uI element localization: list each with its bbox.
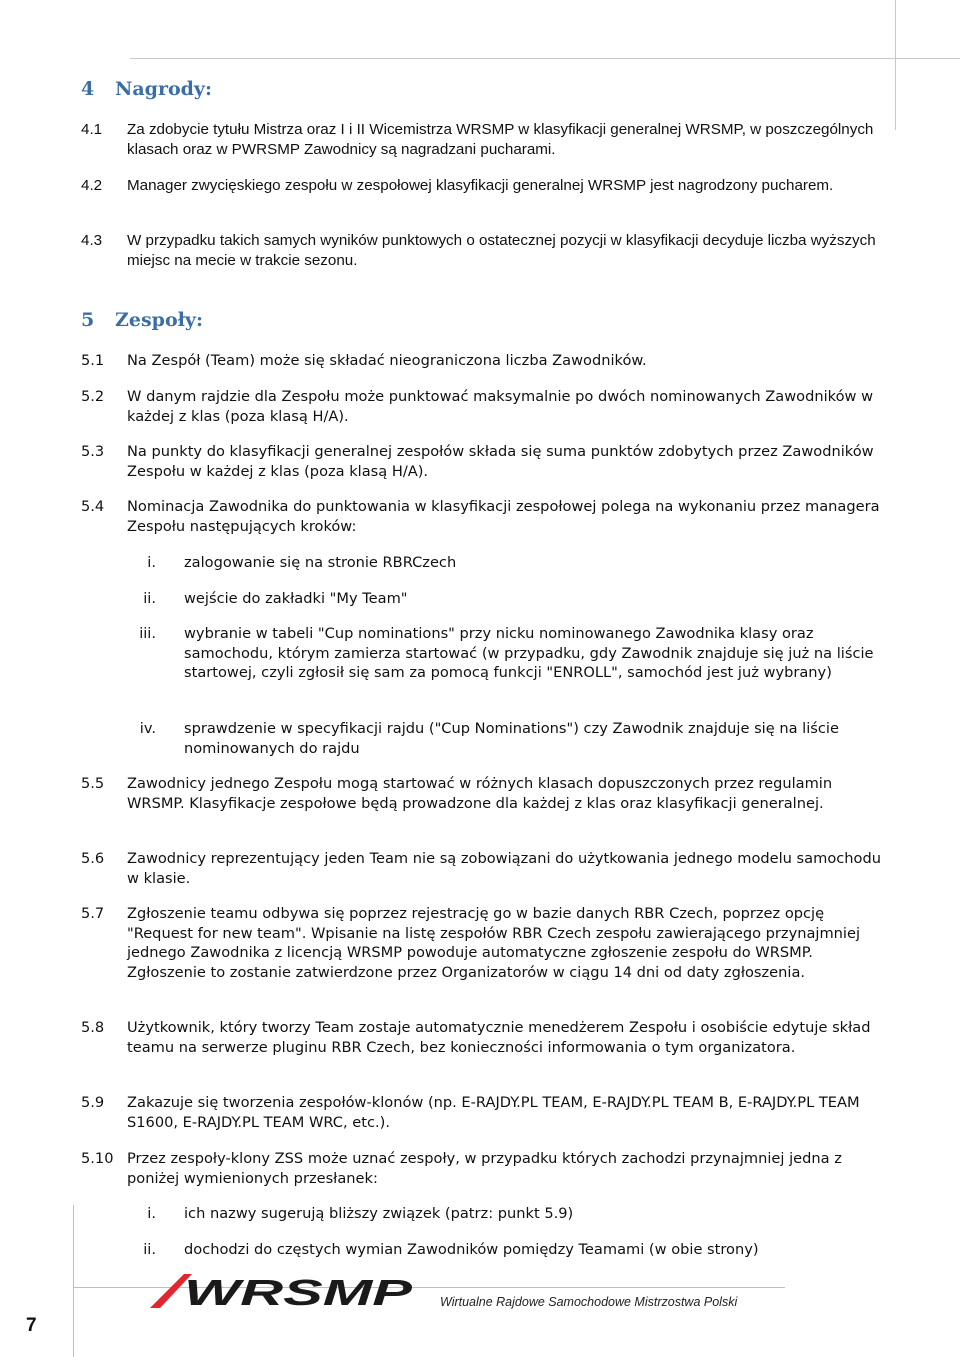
list-item bbox=[81, 774, 881, 813]
footer-vertical-rule bbox=[73, 1205, 74, 1357]
step-item bbox=[126, 624, 886, 683]
item-text: Zakazuje się tworzenia zespołów-klonów (np. E-RAJDY.PL TEAM, E-RAJDY.PL TEAM B, E-RAJDY.PL TEAM S1600, E-RAJDY.PL TEAM WRC, etc.). bbox=[127, 1094, 860, 1131]
clone-criterion bbox=[126, 1204, 886, 1224]
list-item bbox=[81, 1093, 881, 1132]
item-text: Zawodnicy reprezentujący jeden Team nie są zobowiązani do użytkowania jednego modelu samochodu w klasie. bbox=[127, 850, 881, 887]
item-number: 5.6 bbox=[81, 850, 105, 867]
section-number: 5 bbox=[81, 309, 95, 331]
item-text: Na Zespół (Team) może się składać nieograniczona liczba Zawodników. bbox=[127, 352, 647, 369]
step-text: sprawdzenie w specyfikacji rajdu ("Cup Nominations") czy Zawodnik znajduje się na liście nominowanych do rajdu bbox=[184, 720, 839, 757]
item-number: 4.2 bbox=[81, 177, 103, 194]
step-item bbox=[126, 553, 886, 573]
step-number: i. bbox=[147, 554, 156, 571]
header-rule bbox=[130, 58, 960, 59]
item-number: 5.5 bbox=[81, 775, 105, 792]
section-4-heading bbox=[81, 78, 212, 100]
item-text: Przez zespoły-klony ZSS może uznać zespoły, w przypadku których zachodzi przynajmniej jedna z poniżej wymienionych przesłanek: bbox=[127, 1150, 842, 1187]
item-number: 5.1 bbox=[81, 352, 105, 369]
item-text: Zawodnicy jednego Zespołu mogą startować w różnych klasach dopuszczonych przez regulamin WRSMP. Klasyfikacje zespołowe będą prowadzone dla każdej z klas oraz klasyfikacji generalnej. bbox=[127, 775, 833, 812]
item-number: 4.3 bbox=[81, 232, 103, 249]
step-text: wejście do zakładki "My Team" bbox=[184, 590, 408, 607]
section-5-heading bbox=[81, 309, 203, 331]
item-text: W danym rajdzie dla Zespołu może punktować maksymalnie po dwóch nominowanych Zawodników w każdej z klas (poza klasą H/A). bbox=[127, 388, 874, 425]
item-number: 5.9 bbox=[81, 1094, 105, 1111]
item-text: Zgłoszenie teamu odbywa się poprzez rejestrację go w bazie danych RBR Czech, poprzez opcję "Request for new team". Wpisanie na listę zespołów RBR Czech zespołu zawierającego przynajmniej jednego Zawodnika z licencją WRSMP powoduje automatyczne zgłoszenie zespołu do WRSMP. Zgłoszenie to zostanie zatwierdzone przez Organizatorów w ciągu 14 dni od daty zgłoszenia. bbox=[127, 905, 861, 981]
list-item bbox=[81, 387, 881, 426]
item-number: 5.8 bbox=[81, 1019, 105, 1036]
item-number: 5.3 bbox=[81, 443, 105, 460]
step-number: iii. bbox=[139, 625, 156, 642]
item-text: Nominacja Zawodnika do punktowania w klasyfikacji zespołowej polega na wykonaniu przez managera Zespołu następujących kroków: bbox=[127, 498, 880, 535]
section-number: 4 bbox=[81, 78, 95, 100]
item-text: W przypadku takich samych wyników punktowych o ostatecznej pozycji w klasyfikacji decyduje liczba wyższych miejsc na mecie w trakcie sezonu. bbox=[127, 232, 876, 269]
step-text: zalogowanie się na stronie RBRCzech bbox=[184, 554, 457, 571]
clone-criterion bbox=[126, 1240, 886, 1260]
list-item bbox=[81, 904, 881, 982]
step-number: ii. bbox=[143, 590, 156, 607]
list-item bbox=[81, 176, 881, 196]
item-number: 5.7 bbox=[81, 905, 105, 922]
step-number: iv. bbox=[139, 720, 156, 737]
item-text: Manager zwycięskiego zespołu w zespołowej klasyfikacji generalnej WRSMP jest nagrodzony pucharem. bbox=[127, 177, 834, 194]
list-item bbox=[81, 120, 881, 159]
criterion-text: ich nazwy sugerują bliższy związek (patrz: punkt 5.9) bbox=[184, 1205, 574, 1222]
item-text: Za zdobycie tytułu Mistrza oraz I i II Wicemistrza WRSMP w klasyfikacji generalnej WRSMP, w poszczególnych klasach oraz w PWRSMP Zawodnicy są nagradzani pucharami. bbox=[127, 121, 874, 158]
item-text: Na punkty do klasyfikacji generalnej zespołów składa się suma punktów zdobytych przez Zawodników Zespołu w każdej z klas (poza klasą H/A). bbox=[127, 443, 874, 480]
list-item bbox=[81, 351, 881, 371]
step-item bbox=[126, 719, 886, 758]
list-item bbox=[81, 231, 881, 270]
list-item bbox=[81, 1149, 881, 1188]
footer-text: Wirtualne Rajdowe Samochodowe Mistrzostwa Polski bbox=[440, 1295, 738, 1309]
item-number: 5.10 bbox=[81, 1150, 114, 1167]
step-text: wybranie w tabeli "Cup nominations" przy nicku nominowanego Zawodnika klasy oraz samochodu, którym zamierza startować (w przypadku, gdy Zawodnik znajduje się już na liście startowej, czyli zgłosił się sam za pomocą funkcji "ENROLL", samochód jest już wybrany) bbox=[184, 625, 874, 681]
item-number: 5.2 bbox=[81, 388, 105, 405]
criterion-text: dochodzi do częstych wymian Zawodników pomiędzy Teamami (w obie strony) bbox=[184, 1241, 759, 1258]
list-item bbox=[81, 1018, 881, 1057]
item-number: 5.4 bbox=[81, 498, 105, 515]
list-item bbox=[81, 497, 881, 536]
header-vertical-rule bbox=[895, 0, 896, 130]
criterion-number: ii. bbox=[143, 1241, 156, 1258]
page-number: 7 bbox=[26, 1315, 37, 1336]
item-text: Użytkownik, który tworzy Team zostaje automatycznie menedżerem Zespołu i osobiście edytuje skład teamu na serwerze pluginu RBR Czech, bez konieczności informowania o tym organizatora. bbox=[127, 1019, 871, 1056]
item-number: 4.1 bbox=[81, 121, 103, 138]
step-item bbox=[126, 589, 886, 609]
list-item bbox=[81, 849, 881, 888]
wrsmp-logo bbox=[150, 1272, 415, 1312]
list-item bbox=[81, 442, 881, 481]
logo-text: WRSMP bbox=[184, 1272, 414, 1312]
criterion-number: i. bbox=[147, 1205, 156, 1222]
section-title: Nagrody: bbox=[115, 78, 212, 100]
section-title: Zespoły: bbox=[115, 309, 203, 331]
